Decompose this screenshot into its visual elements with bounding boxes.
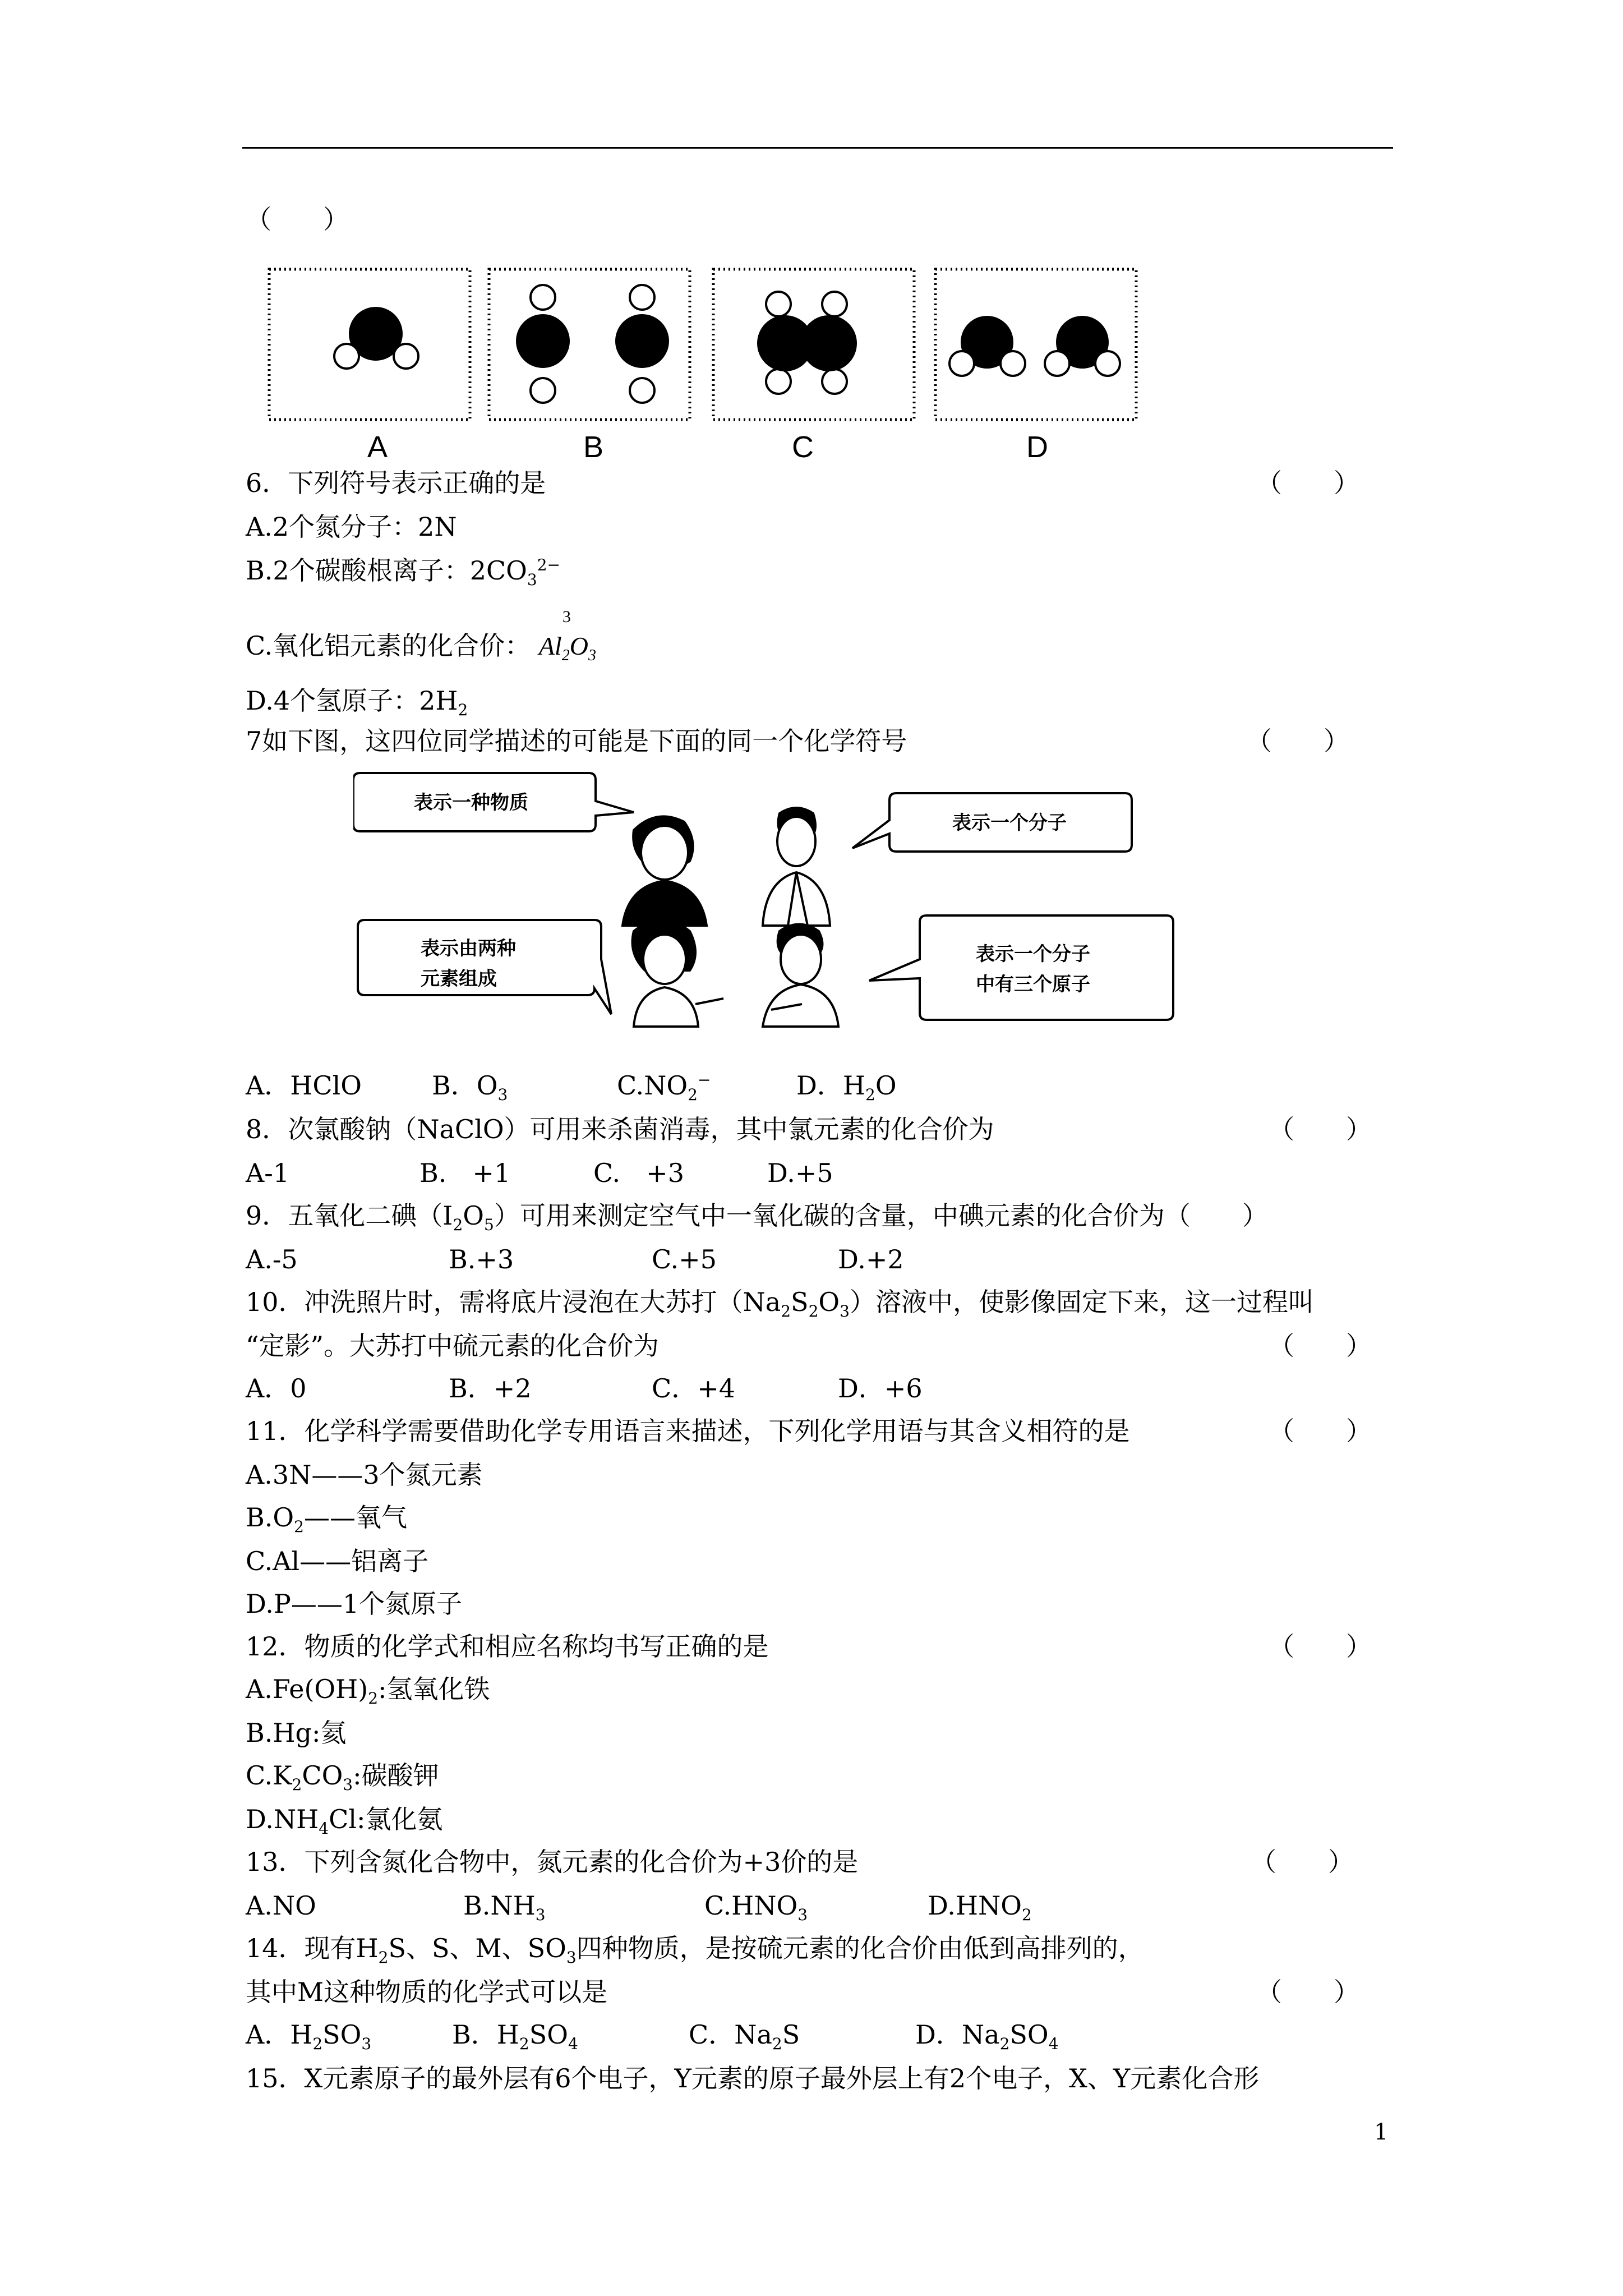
q15-line1: 15．X元素原子的最外层有6个电子，Y元素的原子最外层上有2个电子，X、Y元素化合形 bbox=[246, 2063, 1260, 2093]
atom-white bbox=[531, 378, 555, 403]
student-figure bbox=[623, 816, 707, 926]
speech-bubble bbox=[358, 920, 611, 1014]
q10-paren: （ ） bbox=[1269, 1331, 1372, 1361]
atom-white bbox=[822, 369, 847, 394]
students-figure bbox=[353, 769, 1178, 1032]
q7-option-b: B．$O_3$ bbox=[432, 1070, 508, 1105]
student-figure bbox=[763, 808, 830, 926]
valence-mark: 3 bbox=[562, 608, 571, 626]
figure-label-c: C bbox=[792, 430, 814, 464]
q7-option-d: D．$H_2O$ bbox=[796, 1070, 897, 1105]
q6-option-c: C.氧化铝元素的化合价： 3 $Al_2O_3$ bbox=[246, 608, 596, 665]
q12-option-b: B.Hg:氦 bbox=[246, 1718, 347, 1748]
q12-option-a: $A.Fe(OH)_2$:氢氧化铁 bbox=[246, 1674, 490, 1708]
atom-black bbox=[616, 315, 668, 367]
atom-white bbox=[822, 292, 847, 316]
valence-formula: 3 $Al_2O_3$ bbox=[538, 608, 596, 665]
q11-option-b: $B.O_2——$氧气 bbox=[246, 1502, 407, 1536]
header-rule bbox=[242, 147, 1393, 149]
q10-option-a: A．0 bbox=[246, 1373, 307, 1404]
q8-option-b: B. +1 bbox=[419, 1158, 511, 1188]
q9-option-a: A.-5 bbox=[246, 1244, 298, 1274]
q12-option-d: $D.NH_4Cl$:氯化氨 bbox=[246, 1804, 443, 1838]
q6-stem: 6．下列符号表示正确的是 bbox=[246, 468, 546, 498]
q11-stem: 11．化学科学需要借助化学专用语言来描述，下列化学用语与其含义相符的是 bbox=[246, 1416, 1130, 1446]
atom-white bbox=[531, 285, 555, 310]
q14-paren: （ ） bbox=[1256, 1977, 1359, 2007]
student-figure bbox=[633, 920, 724, 1027]
q13-option-c: $C.HNO_3$ bbox=[704, 1890, 808, 1925]
q14-option-d: D．$Na_2SO_4$ bbox=[915, 2019, 1059, 2054]
speech-bubble bbox=[869, 915, 1173, 1020]
q7-paren: （ ） bbox=[1246, 726, 1349, 756]
atom-black bbox=[802, 316, 856, 370]
atom-white bbox=[1045, 351, 1069, 376]
atom-white bbox=[1095, 351, 1120, 376]
q11-option-c: C.Al——铝离子 bbox=[246, 1546, 429, 1576]
q9-stem: 9．五氧化二碘$(I_2O_5)$可用来测定空气中一氧化碳的含量，中碘元素的化合价为（ ） bbox=[246, 1200, 1268, 1235]
q8-stem: 8．次氯酸钠（NaClO）可用来杀菌消毒，其中氯元素的化合价为 bbox=[246, 1114, 994, 1144]
q7-option-c: $C.NO_2^-$ bbox=[617, 1070, 711, 1105]
q13-option-d: $D.HNO_2$ bbox=[928, 1890, 1032, 1925]
atom-white bbox=[394, 344, 418, 369]
q10-line1: 10．冲洗照片时，需将底片浸泡在大苏打$(Na_2S_2O_3)$溶液中，使影像固定下来，这一过程叫 bbox=[246, 1287, 1314, 1321]
q11-option-a: A.3N——3个氮元素 bbox=[246, 1460, 483, 1490]
figure-label-b: B bbox=[583, 430, 604, 464]
atom-white bbox=[766, 369, 791, 394]
atom-white bbox=[630, 378, 654, 403]
q10-line2: “定影”。大苏打中硫元素的化合价为 bbox=[246, 1331, 660, 1361]
q14-option-b: B．$H_2SO_4$ bbox=[452, 2019, 578, 2054]
bubble-text-2: 表示一个分子 bbox=[952, 812, 1067, 834]
q6-option-d: D.4个氢原子：$2H_2$ bbox=[246, 685, 468, 720]
figure-label-a: A bbox=[367, 430, 388, 464]
q7-stem: 7如下图，这四位同学描述的可能是下面的同一个化学符号 bbox=[246, 726, 907, 756]
atom-white bbox=[334, 344, 359, 369]
q13-option-a: A.NO bbox=[246, 1890, 316, 1921]
q12-stem: 12．物质的化学式和相应名称均书写正确的是 bbox=[246, 1631, 769, 1662]
q13-paren: （ ） bbox=[1251, 1847, 1354, 1877]
molecule-figure bbox=[264, 264, 1138, 426]
q14-line1: 14．现有$H_2S$、S、M、$SO_3$四种物质，是按硫元素的化合价由低到高排列的， bbox=[246, 1933, 1144, 1967]
q10-option-d: D．+6 bbox=[838, 1373, 923, 1404]
bubble-text-5: 表示一个分子 bbox=[976, 943, 1090, 965]
bubble-text-6: 中有三个原子 bbox=[976, 973, 1090, 996]
q6-paren: （ ） bbox=[1256, 468, 1359, 498]
q9-option-d: D.+2 bbox=[838, 1244, 904, 1274]
bubble-text-1: 表示一种物质 bbox=[414, 792, 528, 814]
q13-option-b: $B.NH_3$ bbox=[463, 1890, 546, 1925]
q11-paren: （ ） bbox=[1269, 1416, 1372, 1446]
atom-white bbox=[949, 351, 974, 376]
q14-option-c: C．$Na_2S$ bbox=[689, 2019, 800, 2054]
q10-option-b: B．+2 bbox=[449, 1373, 532, 1404]
q8-option-d: D.+5 bbox=[767, 1158, 833, 1188]
atom-black bbox=[517, 315, 569, 367]
q10-option-c: C．+4 bbox=[652, 1373, 736, 1404]
q14-line2: 其中M这种物质的化学式可以是 bbox=[246, 1977, 608, 2007]
atom-white bbox=[630, 285, 654, 310]
q6-option-a: A.2个氮分子：2N bbox=[246, 512, 457, 542]
q12-option-c: $C.K_2CO_3$:碳酸钾 bbox=[246, 1760, 439, 1795]
page-number: 1 bbox=[1374, 2119, 1389, 2145]
q8-option-c: C. +3 bbox=[593, 1158, 684, 1188]
q7-option-a: A．HClO bbox=[246, 1070, 362, 1101]
q8-paren: （ ） bbox=[1269, 1114, 1372, 1144]
q9-option-c: C.+5 bbox=[652, 1244, 717, 1274]
atom-white bbox=[766, 292, 791, 316]
q8-option-a: A-1 bbox=[246, 1158, 290, 1188]
q9-option-b: B.+3 bbox=[449, 1244, 514, 1274]
q11-option-d: D.P——1个氮原子 bbox=[246, 1589, 463, 1619]
q6-option-b: B.2个碳酸根离子：$2CO_3^{2-}$ bbox=[246, 555, 560, 590]
q13-stem: 13．下列含氮化合物中，氮元素的化合价为+3价的是 bbox=[246, 1847, 859, 1877]
atom-white bbox=[1000, 351, 1025, 376]
figure-label-d: D bbox=[1026, 430, 1048, 464]
bubble-text-4: 元素组成 bbox=[421, 968, 497, 990]
top-answer-paren: （ ） bbox=[246, 204, 349, 234]
student-figure bbox=[763, 924, 838, 1027]
q12-paren: （ ） bbox=[1269, 1631, 1372, 1662]
q14-option-a: A．$H_2SO_3$ bbox=[246, 2019, 372, 2054]
bubble-text-3: 表示由两种 bbox=[421, 937, 516, 960]
